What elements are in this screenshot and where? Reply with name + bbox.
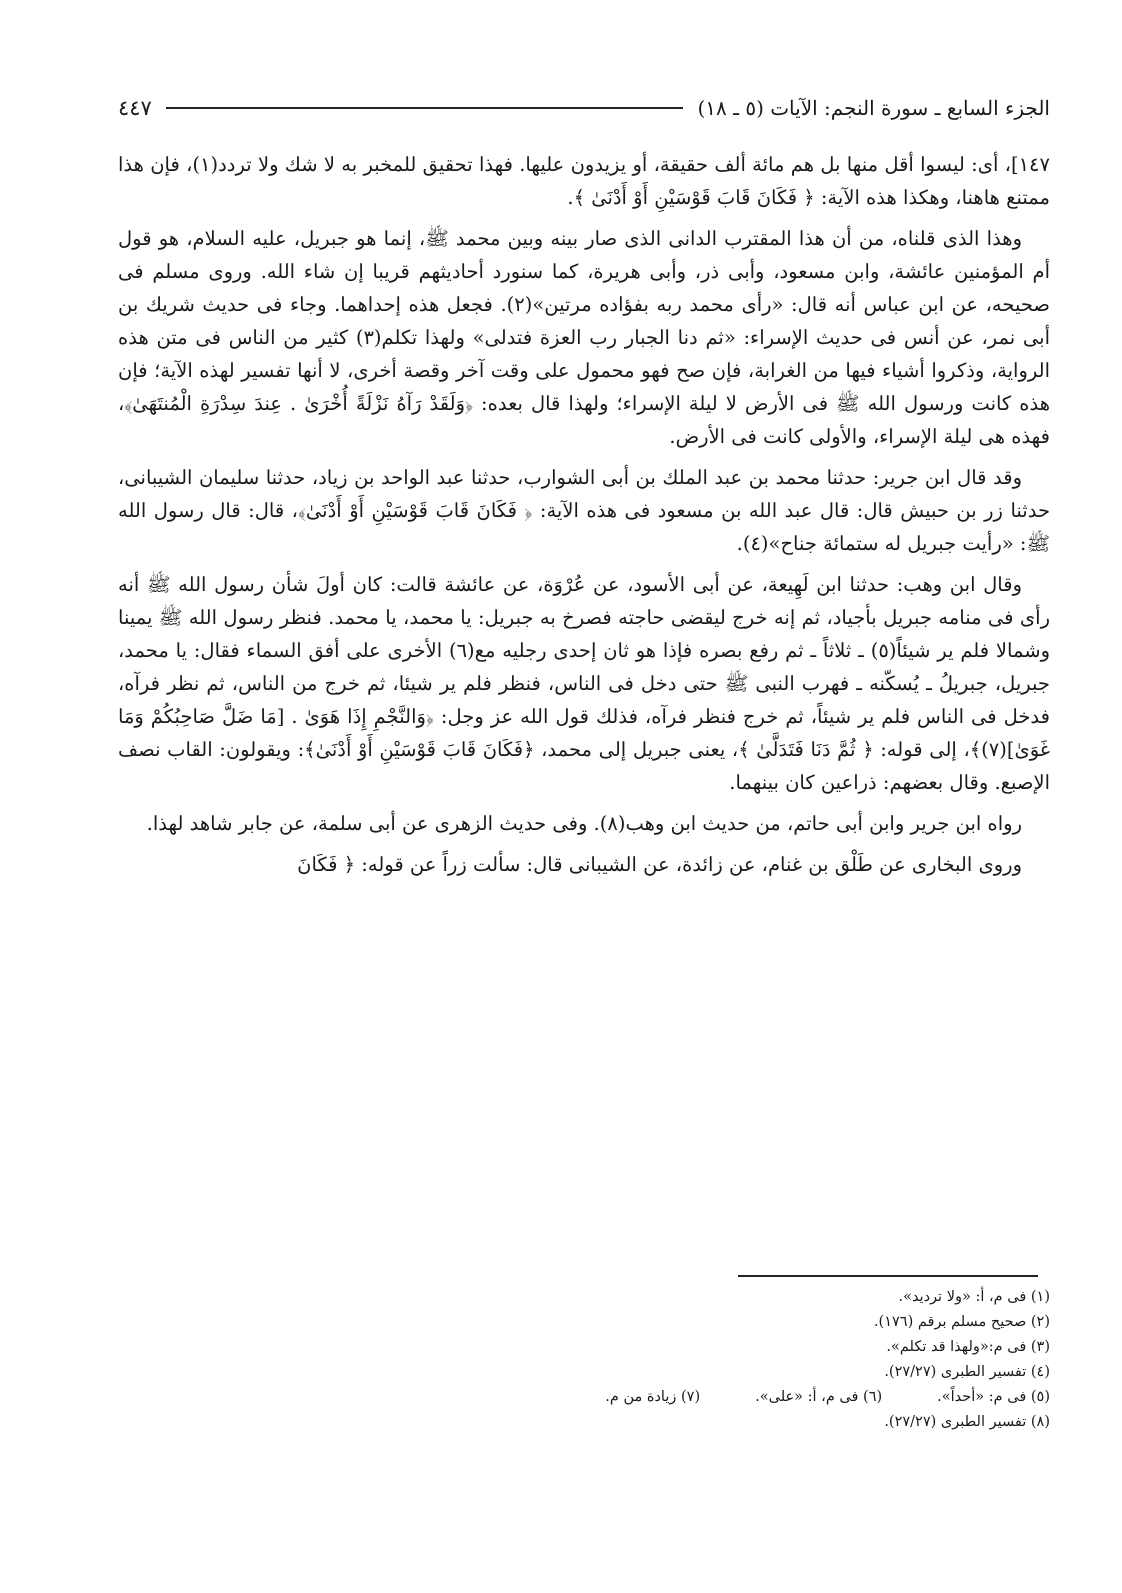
footnote: (٤) تفسير الطبرى (٢٧/٢٧).	[884, 1364, 1050, 1380]
footnote: (٧) زيادة من م.	[605, 1389, 701, 1405]
paragraph: ١٤٧]، أى: ليسوا أقل منها بل هم مائة ألف حقيقة، أو يزيدون عليها. فهذا تحقيق للمخبر به لا شك ولا تردد(١)، فإن هذا ممتنع هاهنا، وهكذا هذه الآية: ﴿ فَكَانَ قَابَ قَوْسَيْنِ أَوْ أَدْنَىٰ ﴾.	[118, 153, 1050, 209]
paragraph: وقال ابن وهب: حدثنا ابن لَهِيعة، عن أبى الأسود، عن عُرْوَة، عن عائشة قالت: كان أولَ شأن رسول الله ﷺ أنه رأى فى منامه جبريل بأجياد، ثم إنه خرج ليقضى حاجته فصرخ به جبريل: يا محمد، يا محمد. فنظر رسول الله ﷺ يمينا وشمالا فلم ير شيئاً(٥) ـ ثلاثاً ـ ثم رفع بصره فإذا هو ثان إحدى رجليه مع(٦) الأخرى على أفق السماء فقال: يا محمد، جبريل، جبريلُ ـ يُسكّنه ـ فهرب النبى ﷺ حتى دخل فى الناس، فنظر فلم ير شيئا، ثم خرج من الناس، ثم نظر فرآه، فدخل فى الناس فلم ير شيئاً، ثم خرج فنظر فرآه، فذلك قول الله عز وجل: ﴿وَالنَّجْمِ إِذَا هَوَىٰ . [مَا ضَلَّ صَاحِبُكُمْ وَمَا غَوَىٰ](٧)﴾، إلى قوله: ﴿ ثُمَّ دَنَا فَتَدَلَّىٰ ﴾، يعنى جبريل إلى محمد، ﴿فَكَانَ قَابَ قَوْسَيْنِ أَوْ أَدْنَىٰ﴾: ويقولون: القاب نصف الإصبع. وقال بعضهم: ذراعين كان بينهما.	[118, 573, 1050, 794]
footnote-line	[118, 1285, 1050, 1310]
footnote: (٢) صحيح مسلم برقم (١٧٦).	[873, 1314, 1050, 1330]
paragraph: وقد قال ابن جرير: حدثنا محمد بن عبد الملك بن أبى الشوارب، حدثنا عبد الواحد بن زياد، حدثنا سليمان الشيبانى، حدثنا زر بن حبيش قال: قال عبد الله بن مسعود فى هذه الآية: ﴿ فَكَانَ قَابَ قَوْسَيْنِ أَوْ أَدْنَىٰ﴾، قال: قال رسول الله ﷺ: «رأيت جبريل له ستمائة جناح»(٤).	[118, 466, 1050, 555]
footnotes	[118, 1285, 1050, 1435]
footnote: (١) فى م، أ: «ولا ترديد».	[898, 1289, 1050, 1305]
header-rule	[166, 107, 684, 109]
paragraph: وروى البخارى عن طَلْق بن غنام، عن زائدة، عن الشيبانى قال: سألت زراً عن قوله: ﴿ فَكَانَ	[297, 853, 1022, 876]
footnote: (٦) فى م، أ: «على».	[755, 1389, 883, 1405]
footnote: (٣) فى م:«ولهذا قد تكلم».	[886, 1339, 1050, 1355]
running-header	[118, 92, 1050, 124]
footnote: (٨) تفسير الطبرى (٢٧/٢٧).	[884, 1414, 1050, 1430]
page-number: ٤٤٧	[118, 96, 152, 120]
paragraph: رواه ابن جرير وابن أبى حاتم، من حديث ابن وهب(٨). وفى حديث الزهرى عن أبى سلمة، عن جابر شاهد لهذا.	[146, 812, 1022, 835]
running-title: الجزء السابع ـ سورة النجم: الآيات (٥ ـ ١٨)	[697, 96, 1050, 120]
footnote-rule	[738, 1275, 1038, 1277]
footnote-line	[118, 1310, 1050, 1335]
footnote-line	[118, 1360, 1050, 1385]
footnote-line	[118, 1335, 1050, 1360]
paragraph: وهذا الذى قلناه، من أن هذا المقترب الدانى الذى صار بينه وبين محمد ﷺ، إنما هو جبريل، عليه السلام، هو قول أم المؤمنين عائشة، وابن مسعود، وأبى ذر، وأبى هريرة، كما سنورد أحاديثهم قريبا إن شاء الله. وروى مسلم فى صحيحه، عن ابن عباس أنه قال: «رأى محمد ربه بفؤاده مرتين»(٢). فجعل هذه إحداهما. وجاء فى حديث شريك بن أبى نمر، عن أنس فى حديث الإسراء: «ثم دنا الجبار رب العزة فتدلى» ولهذا تكلم(٣) كثير من الناس فى متن هذه الرواية، وذكروا أشياء فيها من الغرابة، فإن صح فهو محمول على وقت آخر وقصة أخرى، لا أنها تفسير لهذه الآية؛ فإن هذه كانت ورسول الله ﷺ فى الأرض لا ليلة الإسراء؛ ولهذا قال بعده: ﴿وَلَقَدْ رَآهُ نَزْلَةً أُخْرَىٰ . عِندَ سِدْرَةِ الْمُنتَهَىٰ﴾، فهذه هى ليلة الإسراء، والأولى كانت فى الأرض.	[118, 227, 1050, 448]
body-text	[118, 148, 1050, 889]
footnote: (٥) فى م: «أحداً».	[937, 1389, 1050, 1405]
footnote-line	[118, 1385, 1050, 1410]
footnote-line	[118, 1410, 1050, 1435]
